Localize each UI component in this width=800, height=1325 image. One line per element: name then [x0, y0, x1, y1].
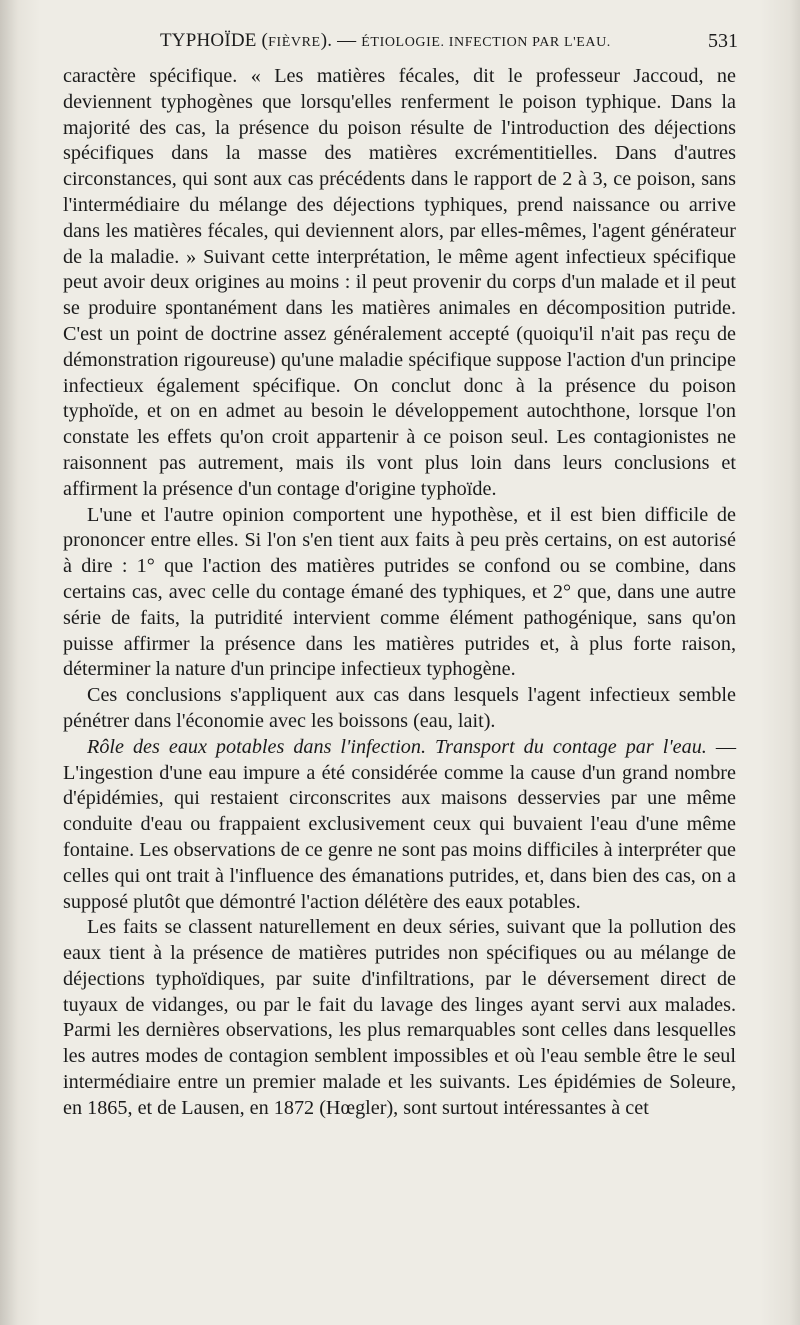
paragraph-4: [63, 735, 736, 916]
paragraph-3: Ces conclusions s'appliquent aux cas dans lesquels l'agent infectieux semble pénétrer dans l'économie avec les boissons (eau, lait).: [63, 684, 736, 732]
running-head-subtitle: ÉTIOLOGIE. INFECTION PAR L'EAU.: [361, 35, 611, 50]
page-header: [160, 30, 738, 60]
paragraph-2: L'une et l'autre opinion comportent une hypothèse, et il est bien difficile de prononcer entre elles. Si l'on s'en tient aux faits à peu près certains, on est autorisé à dire : 1° que l'action des matières putrides se confond ou se combine, dans certains cas, avec celle du contage émané des typhiques, et 2° que, dans une autre série de faits, la putridité intervient comme élément pathogénique, sans qu'on puisse affirmer la présence dans les matières putrides et, à plus forte raison, déterminer la nature d'un principe infectieux typhogène.: [63, 503, 736, 681]
running-head-fievre: FIÈVRE: [268, 35, 321, 50]
body-text: [63, 64, 736, 1122]
running-head-title: TYPHOÏDE: [160, 30, 257, 51]
paragraph-1: caractère spécifique. « Les matières fécales, dit le professeur Jaccoud, ne deviennent typhogènes que lorsqu'elles renferment le poison typhique. Dans la majorité des cas, la présence du poison résulte de l'introduction des déjections spécifiques dans la masse des matières excrémentitielles. Dans d'autres circonstances, qui sont aux cas précédents dans le rapport de 2 à 3, ce poison, sans l'intermédiaire du mélange des déjections typhiques, prend naissance ou arrive dans les matières fécales, qui deviennent alors, par elles-mêmes, l'agent générateur de la maladie. » Suivant cette interprétation, le même agent infectieux spécifique peut avoir deux origines au moins : il peut provenir du corps d'un malade et il peut se produire spontanément dans les matières animales en décomposition putride. C'est un point de doctrine assez généralement accepté (quoiqu'il n'ait pas reçu de démonstration rigoureuse) qu'une maladie spécifique suppose l'action d'un principe infectieux également spécifique. On conclut donc à la présence du poison typhoïde, et on en admet au besoin le développement autochthone, lorsque l'on constate les effets qu'on croit appartenir à ce poison seul. Les contagionistes ne raisonnent pas autrement, mais ils vont plus loin dans leurs conclusions et affirment la présence d'un contage d'origine typhoïde.: [63, 65, 736, 500]
paragraph-5: Les faits se classent naturellement en deux séries, suivant que la pollution des eaux tient à la présence de matières putrides non spécifiques ou au mélange de déjections typhoïdiques, par suite d'infiltrations, par le déversement direct de tuyaux de vidanges, ou par le fait du lavage des linges ayant servi aux malades. Parmi les dernières observations, les plus remarquables sont celles dans lesquelles les autres modes de contagion semblent impossibles et où l'eau semble être le seul intermédiaire entre un premier malade et les suivants. Les épidémies de Soleure, en 1865, et de Lausen, en 1872 (Hœgler), sont surtout intéressantes à cet: [63, 916, 736, 1119]
running-head: TYPHOÏDE (FIÈVRE). — ÉTIOLOGIE. INFECTION PAR L'EAU.: [160, 30, 611, 51]
page-number: 531: [708, 30, 738, 52]
section-heading: Rôle des eaux potables dans l'infection. Transport du contage par l'eau.: [87, 735, 707, 758]
paragraph-4-text: — L'ingestion d'une eau impure a été considérée comme la cause d'un grand nombre d'épidémies, qui restaient circonscrites aux maisons desservies par une même conduite d'eau ou frappaient exclusivement ceux qui buvaient l'eau d'une même fontaine. Les observations de ce genre ne sont pas moins difficiles à interpréter que celles qui ont trait à l'influence des émanations putrides, et, dans bien des cas, on a supposé plutôt que démontré l'action délétère des eaux potables.: [63, 735, 737, 913]
